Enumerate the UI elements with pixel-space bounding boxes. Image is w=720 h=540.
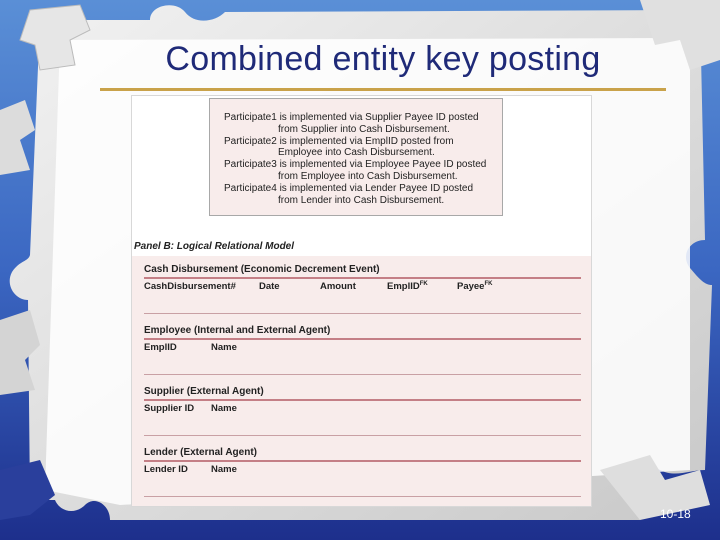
attribute: Amount: [320, 281, 356, 292]
table-name: Cash Disbursement (Economic Decrement Event): [144, 264, 380, 275]
row-spacer: [144, 295, 581, 313]
textbook-figure: [131, 95, 592, 507]
note-line: [224, 183, 494, 207]
note-text: Participate4 is implemented via Lender Payee ID posted: [224, 182, 474, 194]
table-cash-disbursement: [144, 262, 581, 314]
note-line: [224, 136, 494, 160]
attribute: EmplID: [144, 342, 177, 353]
attribute: Name: [211, 464, 237, 475]
note-text: Employee into Cash Disbursement.: [278, 147, 435, 159]
attribute-fk: [457, 281, 492, 292]
table-rule: [144, 496, 581, 497]
note-text: Participate2 is implemented via EmplID posted from: [224, 135, 454, 147]
fk-marker: FK: [419, 281, 428, 287]
table-employee: [144, 323, 581, 375]
table-rule: [144, 374, 581, 375]
attribute-row: [144, 279, 581, 295]
note-text: from Supplier into Cash Disbursement.: [278, 123, 450, 135]
attribute-row: [144, 462, 581, 478]
attribute: Name: [211, 403, 237, 414]
attribute: CashDisbursement#: [144, 281, 236, 292]
table-name: Supplier (External Agent): [144, 386, 264, 397]
attribute: Lender ID: [144, 464, 188, 475]
table-rule: [144, 313, 581, 314]
attribute-label: Payee: [457, 281, 485, 293]
attribute-fk: [387, 281, 428, 292]
panel-title: Panel B: Logical Relational Model: [134, 241, 295, 252]
table-name: Employee (Internal and External Agent): [144, 325, 331, 336]
attribute-row: [144, 340, 581, 356]
row-spacer: [144, 417, 581, 435]
note-line: [224, 112, 494, 136]
implementation-note-box: [209, 98, 503, 216]
note-text: Participate1 is implemented via Supplier Payee ID posted: [224, 112, 479, 123]
attribute: Supplier ID: [144, 403, 195, 414]
note-text: from Employee into Cash Disbursement.: [278, 170, 458, 182]
note-text: from Lender into Cash Disbursement.: [278, 194, 445, 206]
attribute-label: EmplID: [387, 281, 420, 293]
table-supplier: [144, 384, 581, 436]
row-spacer: [144, 478, 581, 496]
attribute: Name: [211, 342, 237, 353]
note-line: [224, 159, 494, 183]
slide-title: Combined entity key posting: [165, 40, 601, 78]
table-name: Lender (External Agent): [144, 447, 257, 458]
title-underline: [100, 88, 666, 91]
slide-number: 10-18: [660, 507, 691, 521]
table-lender: [144, 445, 581, 497]
row-spacer: [144, 356, 581, 374]
attribute-row: [144, 401, 581, 417]
note-text: Participate3 is implemented via Employee Payee ID posted: [224, 159, 487, 171]
table-rule: [144, 435, 581, 436]
fk-marker: FK: [484, 281, 493, 287]
attribute: Date: [259, 281, 280, 292]
